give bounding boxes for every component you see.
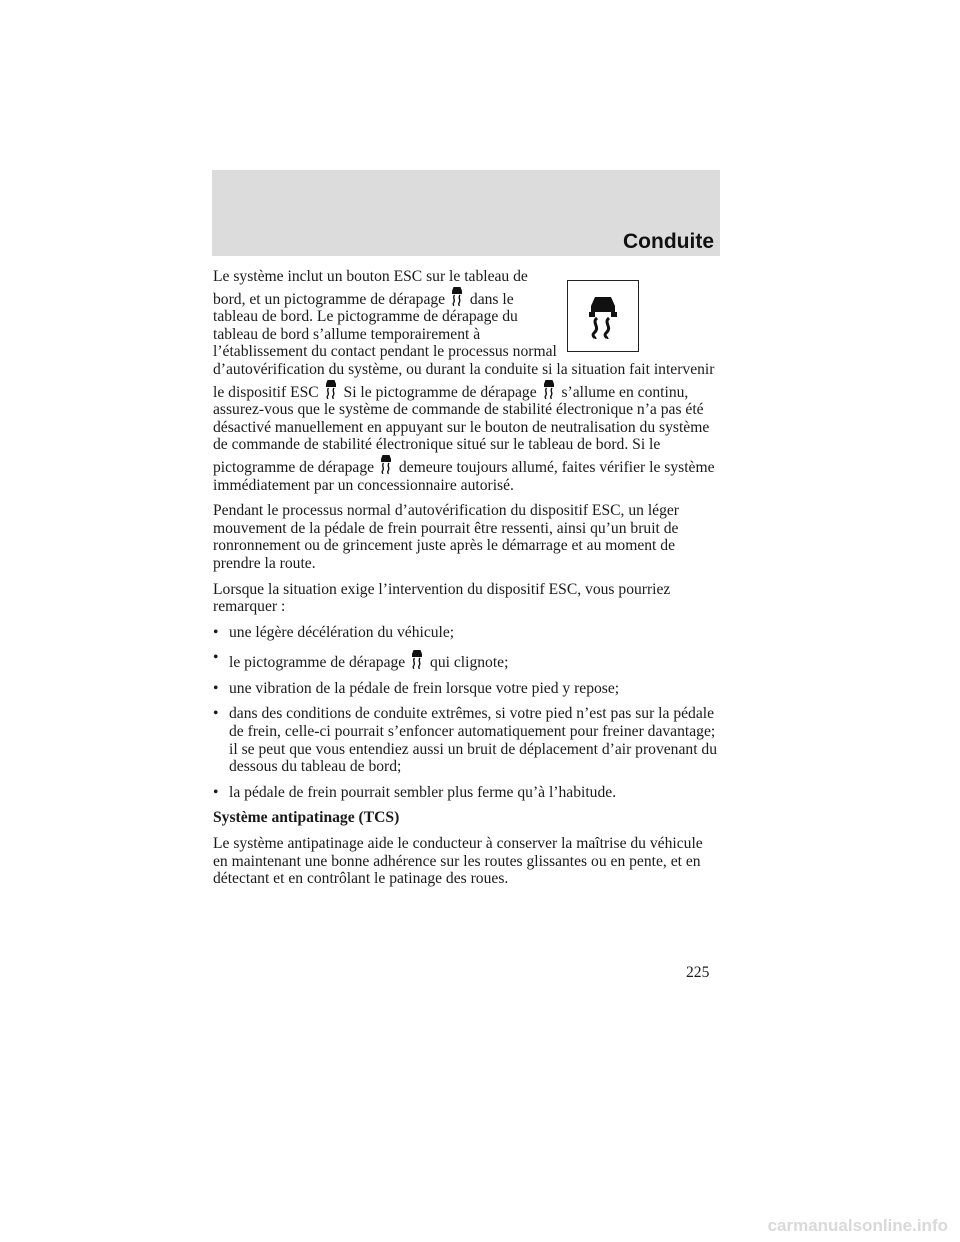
tcs-heading: Système antipatinage (TCS) xyxy=(213,809,400,827)
list-item xyxy=(213,680,720,698)
list-item-text: dans des conditions de conduite extrêmes, si votre pied n’est pas sur la pédale de frein, celle-ci pourrait s’enfoncer automatiquement pour freiner davantage; il se peut que vous entendiez aussi un bruit de déplacement d’air provenant du dessous du tableau de bord; xyxy=(229,705,718,776)
section-title: Conduite xyxy=(623,230,714,253)
bullet-symbol: • xyxy=(213,679,219,697)
skid-icon xyxy=(542,379,556,399)
skid-icon xyxy=(586,295,620,339)
watermark: carmanualsonline.info xyxy=(767,1216,948,1235)
text: Si le pictogramme de dérapage xyxy=(343,383,537,401)
skid-icon xyxy=(410,649,424,669)
list-item xyxy=(213,784,720,802)
skid-icon xyxy=(324,379,338,399)
section-header-band xyxy=(212,170,720,256)
skid-icon xyxy=(379,454,393,474)
text: dans le tableau de bord. Le pictogramme de dérapage du tableau de bord s’allume temporairement à l’établissement du contact pendant le processus normal d’autovérification du système, ou durant la conduite si la situation fait intervenir le dispositif ESC xyxy=(213,290,715,401)
list-item xyxy=(213,649,720,672)
manual-content xyxy=(213,268,720,896)
tcs-paragraph: Le système antipatinage aide le conducteur à conserver la maîtrise du véhicule en maintenant une bonne adhérence sur les routes glissantes ou en pente, et en détectant et en contrôlant le patinage des roues. xyxy=(213,835,703,888)
skid-icon xyxy=(450,286,464,306)
text: demeure toujours allumé, faites vérifier le système immédiatement par un concessionnaire autorisé. xyxy=(213,458,715,494)
bullet-symbol: • xyxy=(213,705,219,723)
page-number: 225 xyxy=(686,964,710,981)
bullet-symbol: • xyxy=(213,623,219,641)
bullet-symbol: • xyxy=(213,783,219,801)
paragraph-self-check: Pendant le processus normal d’autovérification du dispositif ESC, un léger mouvement de la pédale de frein pourrait être ressenti, ainsi qu’un bruit de ronronnement ou de grincement juste après le démarrage et au moment de prendre la route. xyxy=(213,502,679,572)
text: s’allume en continu, assurez-vous que le système de commande de stabilité électronique n’a pas été désactivé manuellement en appuyant sur le bouton de neutralisation du système de commande de stabilité électronique situé sur le tableau de bord. Si le pictogramme de dérapage xyxy=(213,383,710,476)
list-item-text: la pédale de frein pourrait sembler plus ferme qu’à l’habitude. xyxy=(229,783,617,801)
list-item-text: qui clignote; xyxy=(430,654,509,672)
esc-effects-list xyxy=(213,624,720,802)
text: Le système inclut un bouton ESC sur le tableau de bord, et un pictogramme de dérapage xyxy=(213,268,528,308)
skid-icon-box xyxy=(567,280,639,352)
list-item xyxy=(213,705,720,775)
paragraph-esc-intervention: Lorsque la situation exige l’intervention du dispositif ESC, vous pourriez remarquer : xyxy=(213,580,671,616)
bullet-symbol: • xyxy=(213,649,219,667)
list-item-text: une légère décélération du véhicule; xyxy=(229,623,455,641)
list-item-text: le pictogramme de dérapage xyxy=(229,654,406,672)
paragraph-esc-intro xyxy=(213,268,720,494)
list-item-text: une vibration de la pédale de frein lorsque votre pied y repose; xyxy=(229,679,620,697)
list-item xyxy=(213,624,720,642)
